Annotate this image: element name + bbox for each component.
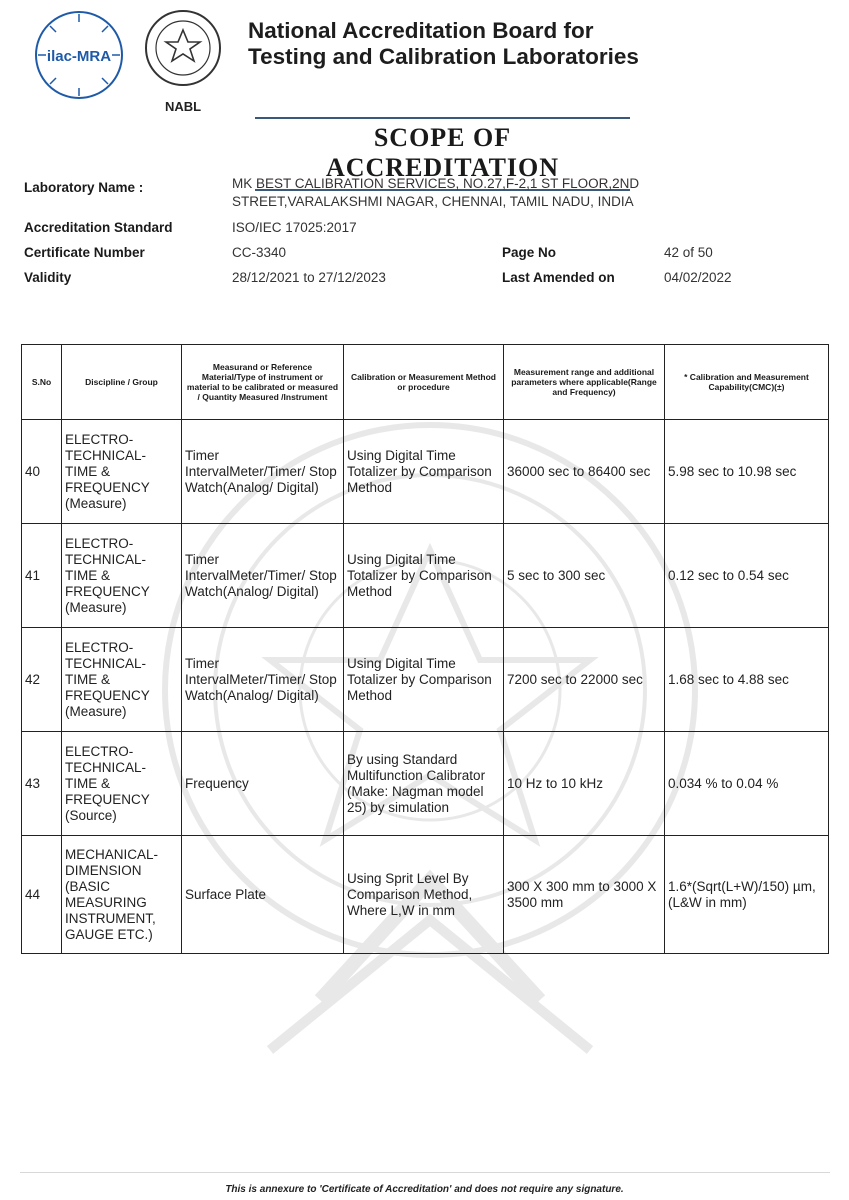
validity-value: 28/12/2021 to 27/12/2023 (232, 270, 386, 285)
amended-value: 04/02/2022 (664, 270, 732, 285)
cell-measurand: Surface Plate (182, 836, 344, 954)
board-title-line2: Testing and Calibration Laboratories (248, 44, 639, 69)
table-row (22, 628, 829, 732)
cell-range: 36000 sec to 86400 sec (504, 420, 665, 524)
cell-sno: 40 (22, 420, 62, 524)
cell-discipline: ELECTRO-TECHNICAL-TIME & FREQUENCY (Measure) (62, 628, 182, 732)
cell-cmc: 0.034 % to 0.04 % (665, 732, 829, 836)
cell-measurand: Frequency (182, 732, 344, 836)
standard-value: ISO/IEC 17025:2017 (232, 220, 357, 235)
lab-name-line2: STREET,VARALAKSHMI NAGAR, CHENNAI, TAMIL NADU, INDIA (232, 194, 634, 209)
scope-table (21, 344, 829, 954)
cell-cmc: 0.12 sec to 0.54 sec (665, 524, 829, 628)
board-title (248, 18, 808, 70)
nabl-logo (142, 8, 224, 118)
table-row (22, 420, 829, 524)
header-cmc: * Calibration and Measurement Capability(CMC)(±) (665, 345, 829, 420)
page-no-label: Page No (502, 245, 557, 260)
nabl-logo-text: NABL (164, 99, 202, 114)
lab-name-line1: MK BEST CALIBRATION SERVICES, NO.27,F-2,1 ST FLOOR,2ND (232, 176, 640, 191)
cell-range: 300 X 300 mm to 3000 X 3500 mm (504, 836, 665, 954)
cell-measurand: Timer IntervalMeter/Timer/ Stop Watch(Analog/ Digital) (182, 420, 344, 524)
cell-cmc: 5.98 sec to 10.98 sec (665, 420, 829, 524)
footer-divider (20, 1172, 830, 1173)
cell-range: 7200 sec to 22000 sec (504, 628, 665, 732)
cell-cmc: 1.6*(Sqrt(L+W)/150) µm,(L&W in mm) (665, 836, 829, 954)
amended-label: Last Amended on (502, 270, 615, 285)
cell-discipline: ELECTRO-TECHNICAL-TIME & FREQUENCY (Source) (62, 732, 182, 836)
cell-sno: 41 (22, 524, 62, 628)
cell-discipline: ELECTRO-TECHNICAL-TIME & FREQUENCY (Measure) (62, 420, 182, 524)
header-sno: S.No (22, 345, 62, 420)
cell-method: Using Digital Time Totalizer by Comparison Method (344, 524, 504, 628)
table-header-row (22, 345, 829, 420)
ilac-logo-text: ilac-MRA (46, 48, 112, 65)
cell-sno: 43 (22, 732, 62, 836)
footer-note: This is annexure to 'Certificate of Accreditation' and does not require any signature. (225, 1184, 624, 1195)
cell-method: Using Digital Time Totalizer by Comparison Method (344, 420, 504, 524)
cell-sno: 42 (22, 628, 62, 732)
header-measurand: Measurand or Reference Material/Type of instrument or material to be calibrated or measured / Quantity Measured /Instrument (182, 345, 344, 420)
table-row (22, 732, 829, 836)
certificate-value: CC-3340 (232, 245, 287, 260)
cell-method: By using Standard Multifunction Calibrator (Make: Nagman model 25) by simulation (344, 732, 504, 836)
page-no-value: 42 of 50 (664, 245, 713, 260)
lab-name-label: Laboratory Name : (24, 180, 144, 195)
standard-label: Accreditation Standard (24, 220, 173, 235)
ilac-mra-logo (30, 10, 128, 100)
table-row (22, 524, 829, 628)
cell-range: 10 Hz to 10 kHz (504, 732, 665, 836)
cell-discipline: MECHANICAL-DIMENSION (BASIC MEASURING INSTRUMENT, GAUGE ETC.) (62, 836, 182, 954)
header-method: Calibration or Measurement Method or procedure (344, 345, 504, 420)
validity-label: Validity (24, 270, 72, 285)
cell-method: Using Sprit Level By Comparison Method, Where L,W in mm (344, 836, 504, 954)
cell-cmc: 1.68 sec to 4.88 sec (665, 628, 829, 732)
header-discipline: Discipline / Group (62, 345, 182, 420)
certificate-label: Certificate Number (24, 245, 145, 260)
page-header (0, 0, 849, 182)
cell-sno: 44 (22, 836, 62, 954)
cell-measurand: Timer IntervalMeter/Timer/ Stop Watch(Analog/ Digital) (182, 628, 344, 732)
cell-method: Using Digital Time Totalizer by Comparison Method (344, 628, 504, 732)
header-range: Measurement range and additional parameters where applicable(Range and Frequency) (504, 345, 665, 420)
cell-measurand: Timer IntervalMeter/Timer/ Stop Watch(Analog/ Digital) (182, 524, 344, 628)
cell-discipline: ELECTRO-TECHNICAL-TIME & FREQUENCY (Measure) (62, 524, 182, 628)
board-title-line1: National Accreditation Board for (248, 18, 594, 43)
scope-title: SCOPE OF ACCREDITATION (255, 117, 630, 191)
cell-range: 5 sec to 300 sec (504, 524, 665, 628)
table-row (22, 836, 829, 954)
